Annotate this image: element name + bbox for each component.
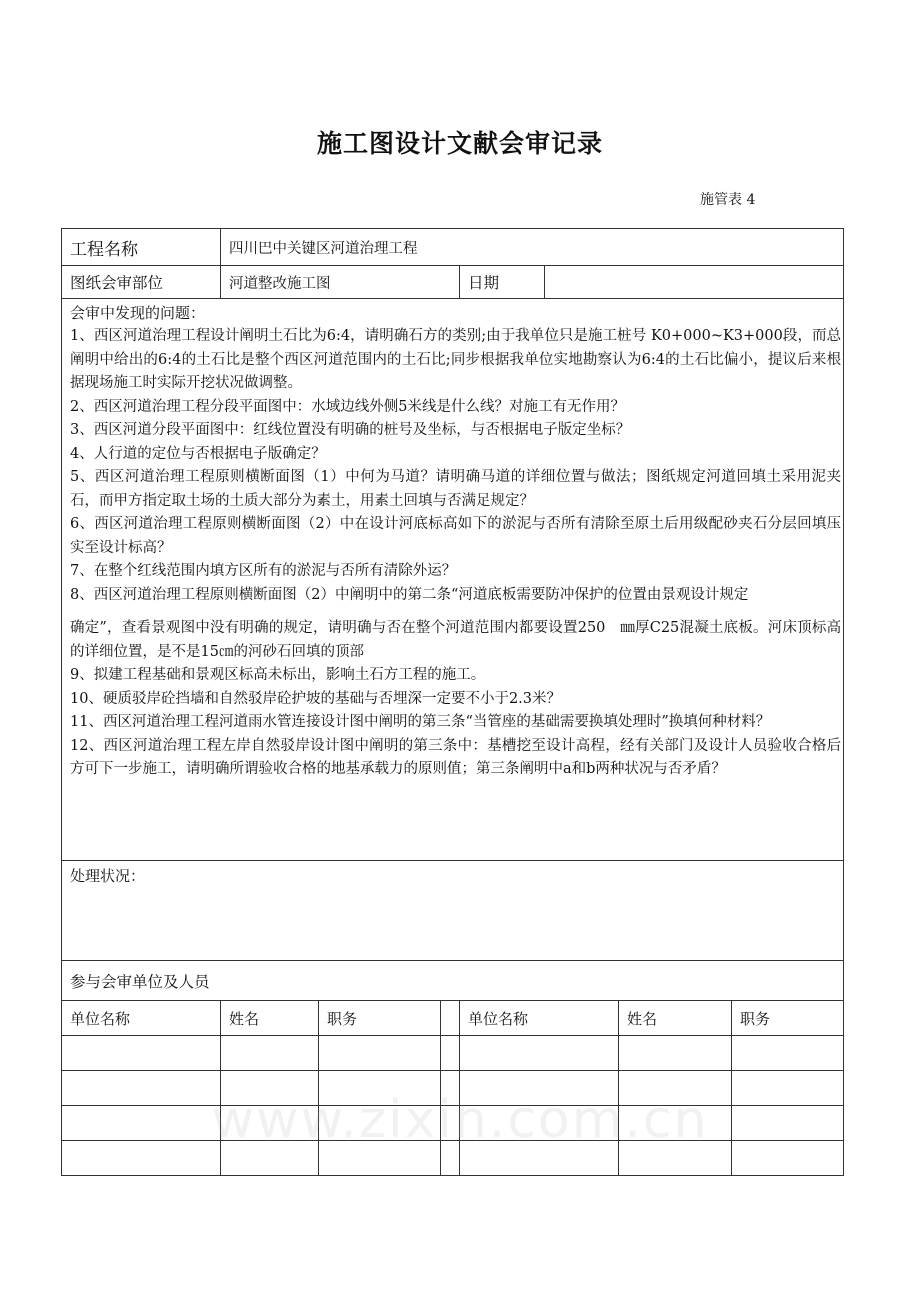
- date-value[interactable]: [545, 266, 844, 299]
- issue-item: 10、硬质驳岸砼挡墙和自然驳岸砼护坡的基础与否埋深一定要不小于2.3米？: [70, 690, 562, 707]
- position-cell[interactable]: [319, 1071, 441, 1106]
- unit-name-cell[interactable]: [460, 1106, 619, 1141]
- person-name-cell[interactable]: [619, 1106, 732, 1141]
- form-number: 施管表 4: [700, 192, 756, 208]
- divider-cell: [441, 1106, 460, 1141]
- issue-item: 9、拟建工程基础和景观区标高未标出，影响土石方工程的施工。: [70, 667, 486, 683]
- person-name-cell[interactable]: [221, 1141, 319, 1176]
- issue-item: 11、西区河道治理工程河道雨水管连接设计图中阐明的第三条“当管座的基础需要换填处理时”换填何种材料？: [70, 714, 771, 730]
- project-name-label: 工程名称: [62, 229, 221, 266]
- person-name-cell[interactable]: [221, 1071, 319, 1106]
- issue-item: 5、西区河道治理工程原则横断面图（1）中何为马道？请明确马道的详细位置与做法；图纸规定河道回填土采用泥夹石，而甲方指定取土场的土质大部分为素土，用素土回填与否满足规定？: [70, 469, 842, 509]
- issue-item: 8、西区河道治理工程原则横断面图（2）中阐明中的第二条“河道底板需要防冲保护的位置由景观设计规定: [70, 586, 749, 603]
- position-cell[interactable]: [732, 1071, 844, 1106]
- unit-name-cell[interactable]: [460, 1036, 619, 1071]
- participants-label: 参与会审单位及人员: [62, 961, 844, 1001]
- date-label: 日期: [460, 266, 545, 299]
- position-cell[interactable]: [732, 1141, 844, 1176]
- issue-item: 3、西区河道分段平面图中：红线位置没有明确的桩号及坐标，与否根据电子版定坐标？: [70, 422, 631, 438]
- person-name-header-right: 姓名: [619, 1001, 732, 1036]
- position-cell[interactable]: [319, 1106, 441, 1141]
- position-cell[interactable]: [319, 1036, 441, 1071]
- person-name-cell[interactable]: [619, 1071, 732, 1106]
- divider-cell: [441, 1001, 460, 1036]
- position-header-left: 职务: [319, 1001, 441, 1036]
- unit-name-cell[interactable]: [62, 1071, 221, 1106]
- issues-heading: 会审中发现的问题：: [70, 304, 206, 322]
- position-cell[interactable]: [319, 1141, 441, 1176]
- unit-name-cell[interactable]: [460, 1071, 619, 1106]
- person-name-cell[interactable]: [619, 1141, 732, 1176]
- participant-row: [62, 1071, 844, 1106]
- unit-name-header-right: 单位名称: [460, 1001, 619, 1036]
- unit-name-cell[interactable]: [460, 1141, 619, 1176]
- issue-item: 2、西区河道治理工程分段平面图中：水域边线外侧5米线是什么线？对施工有无作用？: [70, 398, 625, 415]
- divider-cell: [441, 1071, 460, 1106]
- processing-label: 处理状况：: [70, 867, 146, 885]
- unit-name-header-left: 单位名称: [62, 1001, 221, 1036]
- watermark: www.zixin.com.cn: [211, 1090, 709, 1150]
- unit-name-cell[interactable]: [62, 1106, 221, 1141]
- issue-item: 12、西区河道治理工程左岸自然驳岸设计图中阐明的第三条中：基槽挖至设计高程，经有关部门及设计人员验收合格后方可下一步施工，请明确所谓验收合格的地基承载力的原则值；第三条阐明中a和b两种状况与否矛盾？: [70, 737, 842, 777]
- divider-cell: [441, 1141, 460, 1176]
- project-name-value[interactable]: 四川巴中关键区河道治理工程: [221, 229, 844, 266]
- person-name-header-left: 姓名: [221, 1001, 319, 1036]
- processing-cell[interactable]: [62, 861, 844, 961]
- unit-name-cell[interactable]: [62, 1036, 221, 1071]
- issue-item: 1、西区河道治理工程设计阐明土石比为6:4，请明确石方的类别;由于我单位只是施工桩号 K0+000~K3+000段，而总阐明中给出的6:4的土石比是整个西区河道范围内的土石比;同步根据我单位实地勘察认为6:4的土石比偏小，提议后来根据现场施工时实际开挖状况做调整。: [70, 328, 842, 391]
- person-name-cell[interactable]: [221, 1106, 319, 1141]
- issue-item: 7、在整个红线范围内填方区所有的淤泥与否所有清除外运？: [70, 563, 457, 579]
- position-cell[interactable]: [732, 1106, 844, 1141]
- participant-row: [62, 1036, 844, 1071]
- issue-item: 6、西区河道治理工程原则横断面图（2）中在设计河底标高如下的淤泥与否所有清除至原土后用级配砂夹石分层回填压实至设计标高？: [70, 516, 842, 556]
- position-header-right: 职务: [732, 1001, 844, 1036]
- issue-item: 4、人行道的定位与否根据电子版确定？: [70, 445, 326, 462]
- page-title: 施工图设计文献会审记录: [316, 129, 603, 158]
- position-cell[interactable]: [732, 1036, 844, 1071]
- unit-name-cell[interactable]: [62, 1141, 221, 1176]
- participant-row: [62, 1141, 844, 1176]
- review-record-table: [61, 228, 844, 1176]
- issues-cell: [62, 299, 844, 861]
- review-part-label: 图纸会审部位: [62, 266, 221, 299]
- issue-item: 确定”，查看景观图中没有明确的规定，请明确与否在整个河道范围内都要设置250 ㎜厚C25混凝土底板。河床顶标高的详细位置，是不是15㎝的河砂石回填的顶部: [70, 620, 842, 660]
- review-part-value[interactable]: 河道整改施工图: [221, 266, 460, 299]
- participant-row: [62, 1106, 844, 1141]
- divider-cell: [441, 1036, 460, 1071]
- person-name-cell[interactable]: [221, 1036, 319, 1071]
- person-name-cell[interactable]: [619, 1036, 732, 1071]
